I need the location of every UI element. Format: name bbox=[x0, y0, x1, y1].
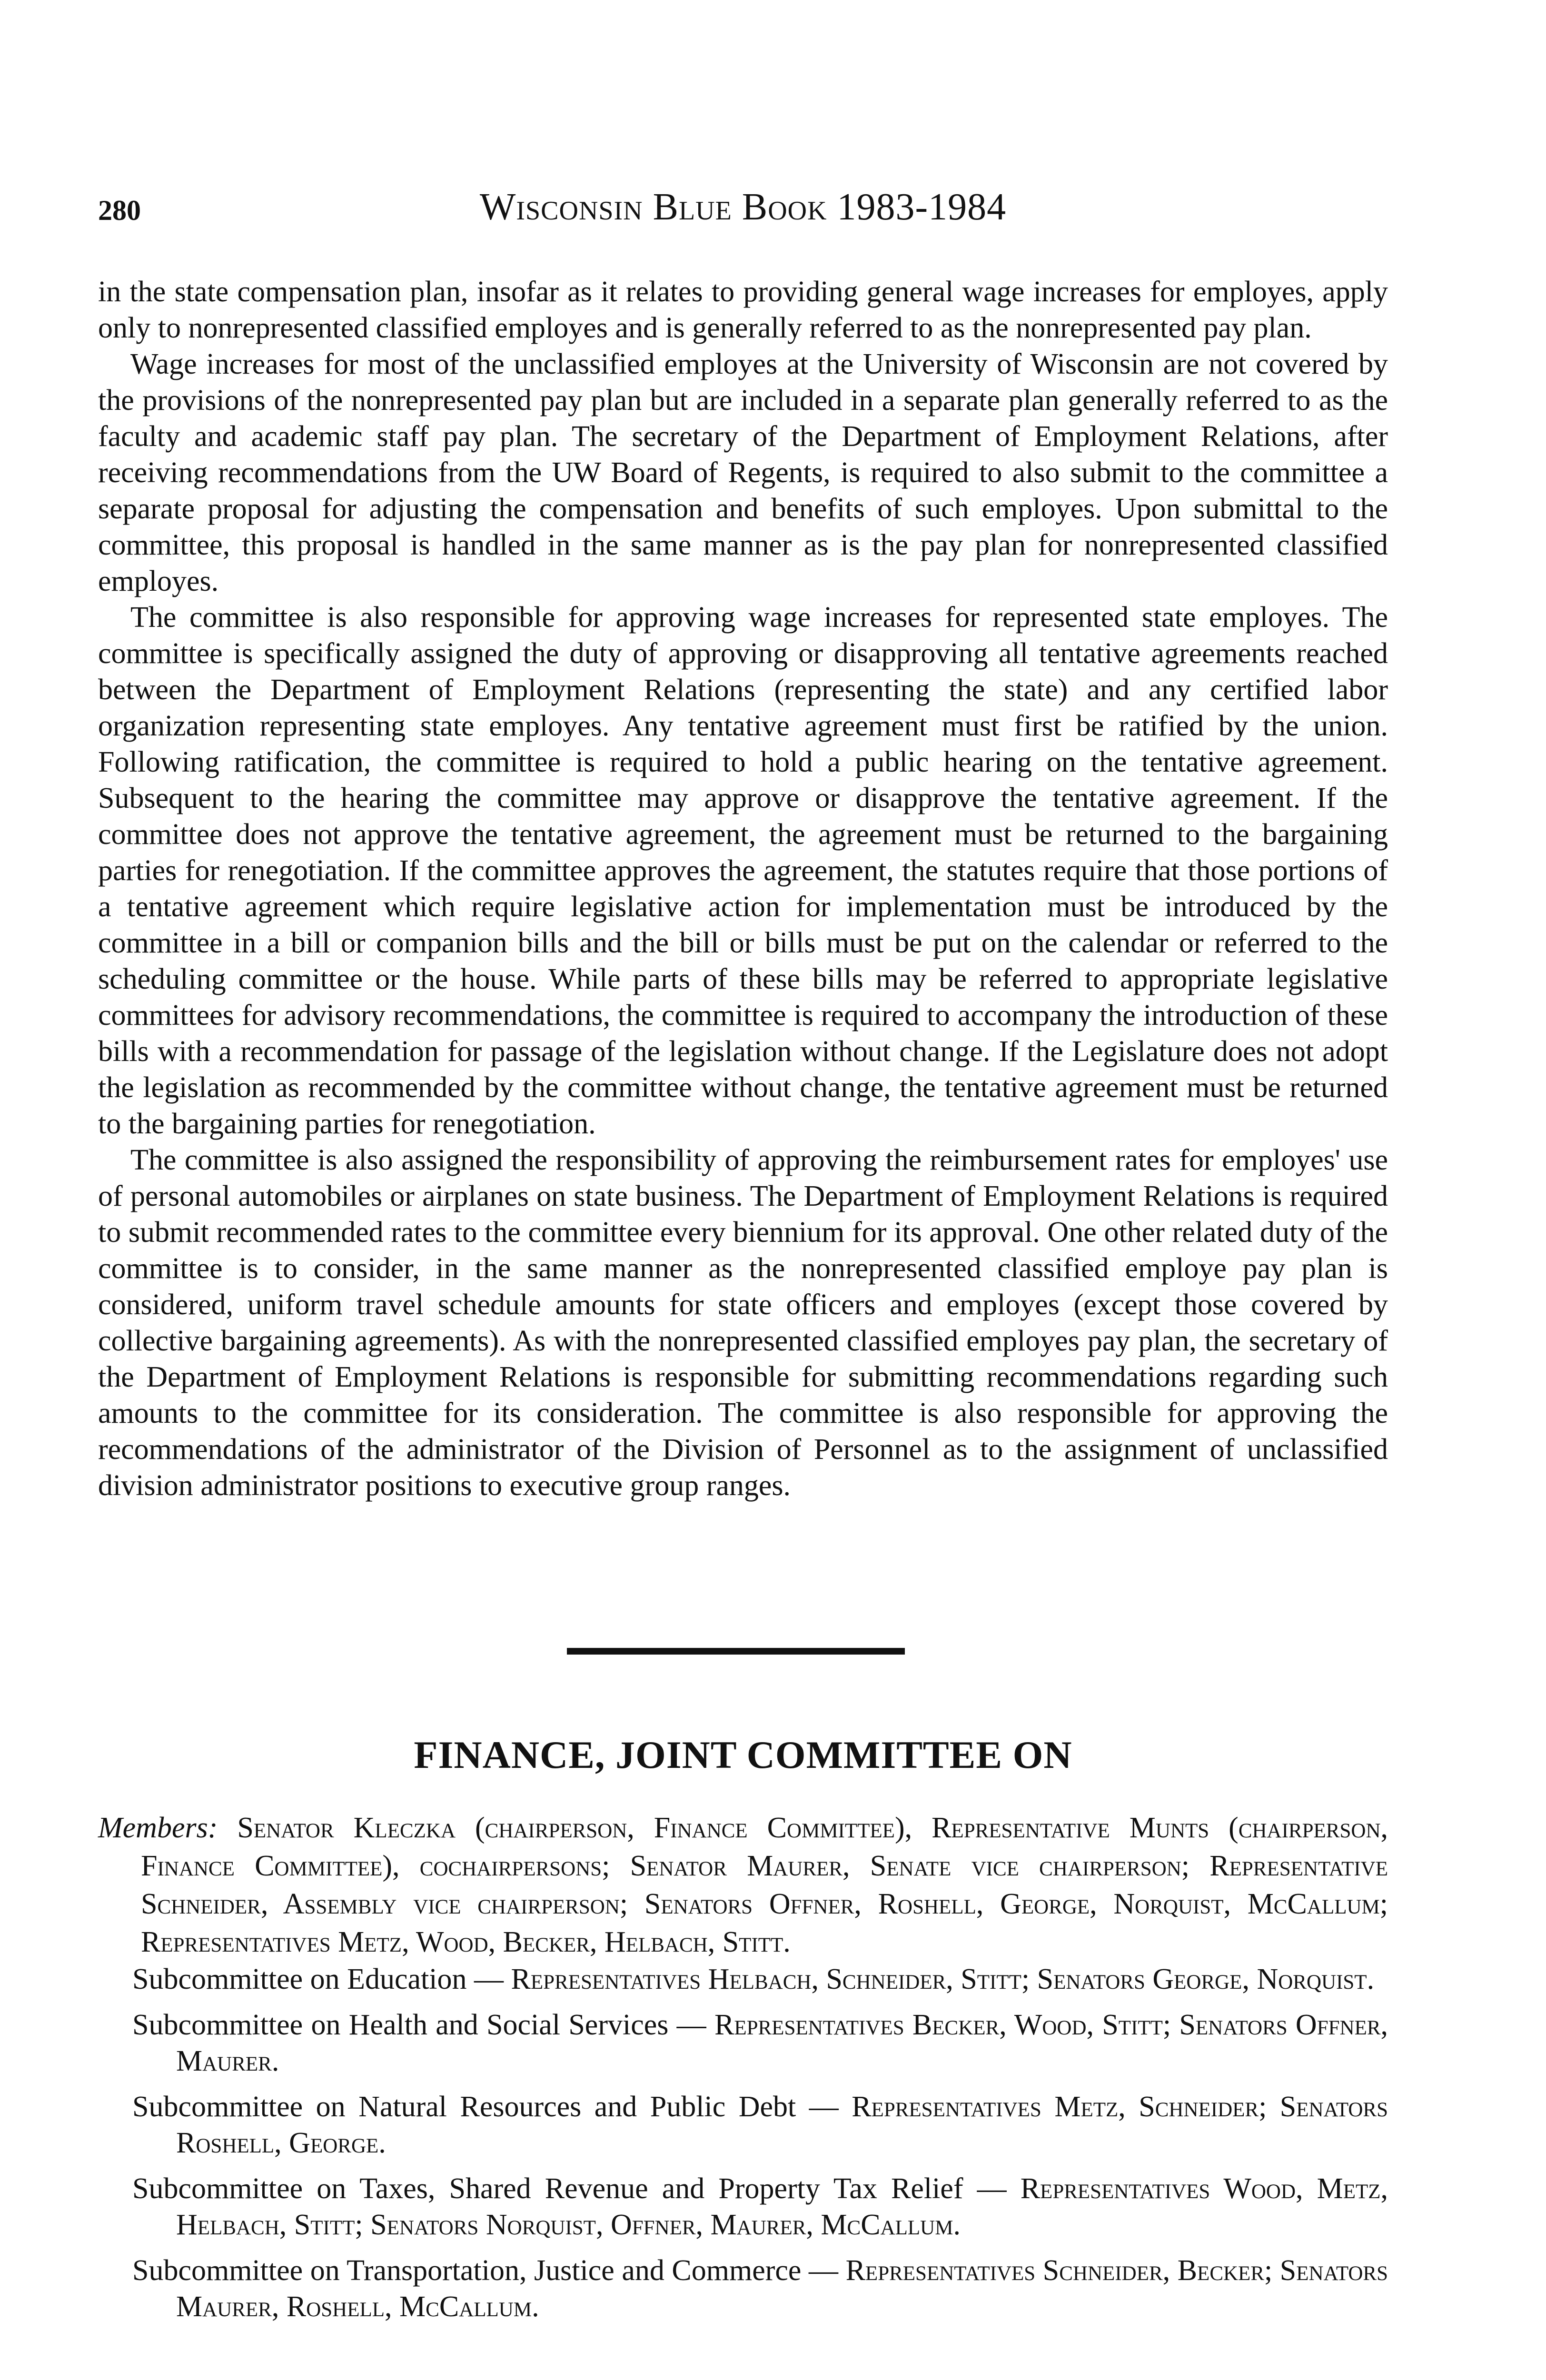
subcommittee-name: Subcommittee on Transportation, Justice and Commerce bbox=[132, 2254, 802, 2287]
subcommittee-name: Subcommittee on Education bbox=[132, 1963, 467, 1995]
running-title bbox=[98, 186, 1388, 229]
page-number: 280 bbox=[98, 195, 141, 226]
subcommittee-members: Representatives Wood, Metz, Helbach, Stitt; Senators Norquist, Offner, Maurer, McCallum. bbox=[176, 2172, 1388, 2241]
paragraph-represented-employes: The committee is also responsible for approving wage increases for represented state employes. The committee is specifically assigned the duty of approving or disapproving all tentative agreements reached between the Department of Employment Relations (representing the state) and any certified labor organization representing state employes. Any tentative agreement must first be ratified by the union. Following ratification, the committee is required to hold a public hearing on the tentative agreement. Subsequent to the hearing the committee may approve or disapprove the tentative agreement. If the committee does not approve the tentative agreement, the agreement must be returned to the bargaining parties for renegotiation. If the committee approves the agreement, the statutes require that those portions of a tentative agreement which require legislative action for implementation must be introduced by the committee in a bill or companion bills and the bill or bills must be put on the calendar or referred to the scheduling committee or the house. While parts of these bills may be referred to appropriate legislative committees for advisory recommendations, the committee is required to accompany the introduction of these bills with a recommendation for passage of the legislation without change. If the Legislature does not adopt the legislation as recommended by the committee without change, the tentative agreement must be returned to the bargaining parties for renegotiation. bbox=[98, 601, 1388, 1140]
paragraph-reimbursement-rates: The committee is also assigned the responsibility of approving the reimbursement rates for employes' use of personal automobiles or airplanes on state business. The Department of Employment Relations is required to submit recommended rates to the committee every biennium for its approval. One other related duty of the committee is to consider, in the same manner as the nonrepresented classified employe pay plan is considered, uniform travel schedule amounts for state officers and employes (except those covered by collective bargaining agreements). As with the nonrepresented classified employes pay plan, the secretary of the Department of Employment Relations is responsible for submitting recommendations regarding such amounts to the committee for its consideration. The committee is also responsible for approving the recommendations of the administrator of the Division of Personnel as to the assignment of unclassified division administrator positions to executive group ranges. bbox=[98, 1144, 1388, 1502]
paragraph-continued: in the state compensation plan, insofar as it relates to providing general wage increases for employes, apply only to nonrepresented classified employes and is generally referred to as the nonrepresented pay plan. bbox=[98, 276, 1388, 344]
subcommittee-name: Subcommittee on Natural Resources and Public Debt bbox=[132, 2091, 796, 2123]
subcommittee-members: Representatives Metz, Schneider; Senators Roshell, George. bbox=[176, 2091, 1388, 2159]
book-page bbox=[98, 0, 1388, 2380]
members-paragraph bbox=[98, 1809, 1388, 1961]
committee-members bbox=[98, 1809, 1388, 1961]
section-divider-rule bbox=[567, 1648, 905, 1655]
subcommittee-item bbox=[98, 2171, 1388, 2243]
subcommittee-list bbox=[98, 1961, 1388, 2334]
publication-title: Wisconsin Blue Book 1983-1984 bbox=[479, 186, 1007, 228]
paragraph-faculty-pay-plan: Wage increases for most of the unclassified employes at the University of Wisconsin are not covered by the provisions of the nonrepresented pay plan but are included in a separate plan generally referred to as the faculty and academic staff pay plan. The secretary of the Department of Employment Relations, after receiving recommendations from the UW Board of Regents, is required to also submit to the committee a separate proposal for adjusting the compensation and benefits of such employes. Upon submittal to the committee, this proposal is handled in the same manner as is the pay plan for nonrepresented classified employes. bbox=[98, 348, 1388, 597]
dash: — bbox=[809, 2091, 839, 2123]
dash: — bbox=[474, 1963, 504, 1995]
dash: — bbox=[977, 2172, 1007, 2205]
subcommittee-item bbox=[98, 2007, 1388, 2079]
subcommittee-item bbox=[98, 2089, 1388, 2161]
body-text bbox=[98, 274, 1388, 1504]
section-title: FINANCE, JOINT COMMITTEE ON bbox=[414, 1733, 1072, 1776]
running-head bbox=[98, 186, 1388, 233]
members-label: Members: bbox=[98, 1812, 218, 1844]
subcommittee-item bbox=[98, 2252, 1388, 2325]
subcommittee-members: Representatives Schneider, Becker; Senators Maurer, Roshell, McCallum. bbox=[176, 2254, 1388, 2323]
members-list: Senator Kleczka (chairperson, Finance Committee), Representative Munts (chairperson, Finance Committee), cochairpersons; Senator Maurer, Senate vice chairperson; Representative Schneider, Assembly vice chairperson; Senators Offner, Roshell, George, Norquist, McCallum; Representatives Metz, Wood, Becker, Helbach, Stitt. bbox=[141, 1812, 1388, 1958]
dash: — bbox=[676, 2009, 706, 2041]
subcommittee-name: Subcommittee on Taxes, Shared Revenue and Property Tax Relief bbox=[132, 2172, 963, 2205]
subcommittee-members: Representatives Becker, Wood, Stitt; Senators Offner, Maurer. bbox=[176, 2009, 1388, 2077]
dash: — bbox=[809, 2254, 839, 2287]
subcommittee-item bbox=[98, 1961, 1388, 1997]
subcommittee-name: Subcommittee on Health and Social Services bbox=[132, 2009, 669, 2041]
subcommittee-members: Representatives Helbach, Schneider, Stitt; Senators George, Norquist. bbox=[511, 1963, 1375, 1995]
